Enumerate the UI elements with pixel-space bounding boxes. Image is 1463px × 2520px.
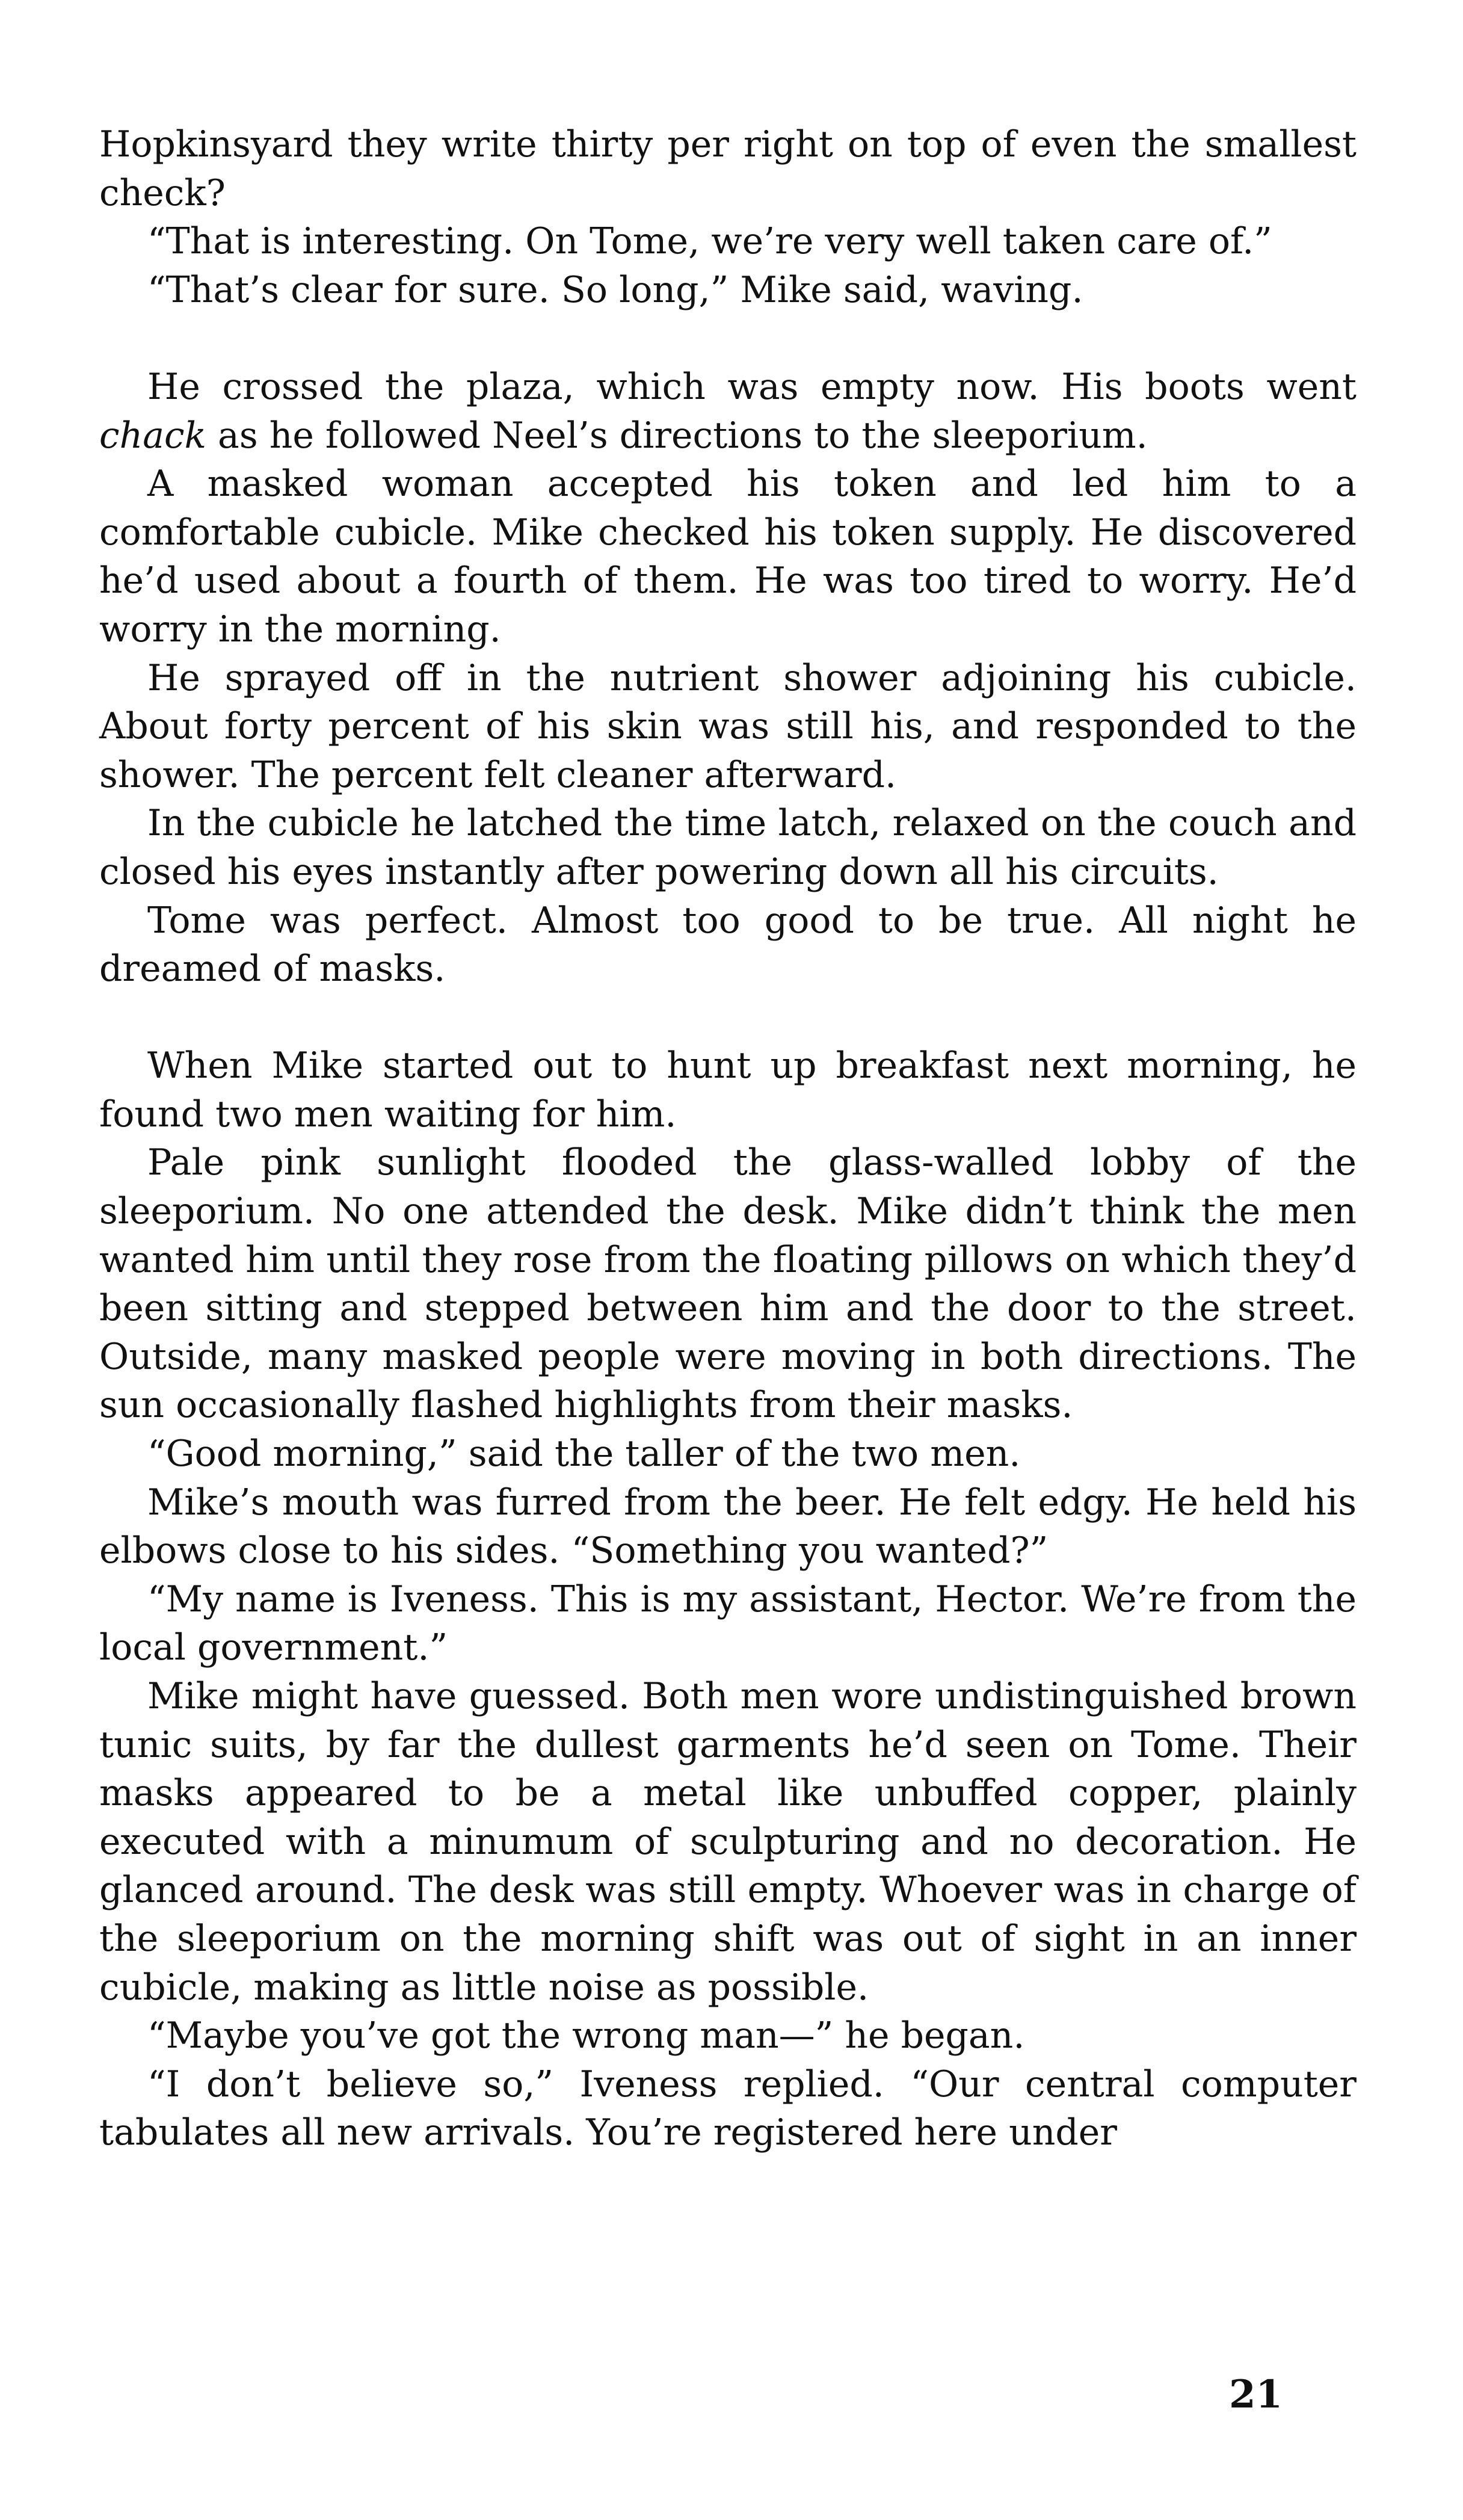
book-page-text — [99, 120, 1357, 2157]
paragraph: In the cubicle he latched the time latch, relaxed on the couch and closed his eyes instantly after powering down all his circuits. — [99, 802, 1357, 893]
paragraph-text: as he followed Neel’s directions to the sleeporium. — [206, 414, 1148, 457]
paragraph: “That is interesting. On Tome, we’re very well taken care of.” — [147, 220, 1272, 263]
paragraph: He sprayed off in the nutrient shower adjoining his cubicle. About forty percent of his skin was still his, and responded to the shower. The percent felt cleaner afterward. — [99, 656, 1357, 796]
paragraph: “I don’t believe so,” Iveness replied. “Our central computer tabulates all new arrivals. You’re registered here under — [99, 2063, 1357, 2154]
page-number: 21 — [1228, 2372, 1283, 2417]
paragraph: A masked woman accepted his token and led him to a comfortable cubicle. Mike checked his token supply. He discovered he’d used about a fourth of them. He was too tired to worry. He’d worry in the morning. — [99, 463, 1357, 650]
paragraph: Pale pink sunlight flooded the glass-walled lobby of the sleeporium. No one attended the desk. Mike didn’t think the men wanted him until they rose from the floating pillows on which they’d been sitting and stepped between him and the door to the street. Outside, many masked people were moving in both directions. The sun occasionally flashed highlights from their masks. — [99, 1141, 1357, 1427]
paragraph: “Maybe you’ve got the wrong man—” he began. — [147, 2015, 1025, 2057]
paragraph: Hopkinsyard they write thirty per right on top of even the smallest check? — [99, 123, 1357, 214]
paragraph: Mike’s mouth was furred from the beer. He felt edgy. He held his elbows close to his sides. “Something you wanted?” — [99, 1481, 1357, 1572]
paragraph: Tome was perfect. Almost too good to be true. All night he dreamed of masks. — [99, 899, 1357, 990]
paragraph: Mike might have guessed. Both men wore undistinguished brown tunic suits, by far the dullest garments he’d seen on Tome. Their masks appeared to be a metal like unbuffed copper, plainly executed with a minumum of sculpturing and no decoration. He glanced around. The desk was still empty. Whoever was in charge of the sleeporium on the morning shift was out of sight in an inner cubicle, making as little noise as possible. — [99, 1675, 1357, 2009]
paragraph-section-start: When Mike started out to hunt up breakfast next morning, he found two men waiting for him. — [99, 1045, 1357, 1135]
paragraph-text: He crossed the plaza, which was empty now. His boots went — [147, 365, 1357, 408]
italic-word: chack — [99, 414, 206, 457]
paragraph-section-start — [99, 363, 1357, 460]
paragraph: “My name is Iveness. This is my assistant, Hector. We’re from the local government.” — [99, 1578, 1357, 1669]
paragraph: “Good morning,” said the taller of the two men. — [147, 1433, 1021, 1475]
paragraph: “That’s clear for sure. So long,” Mike said, waving. — [147, 268, 1083, 311]
